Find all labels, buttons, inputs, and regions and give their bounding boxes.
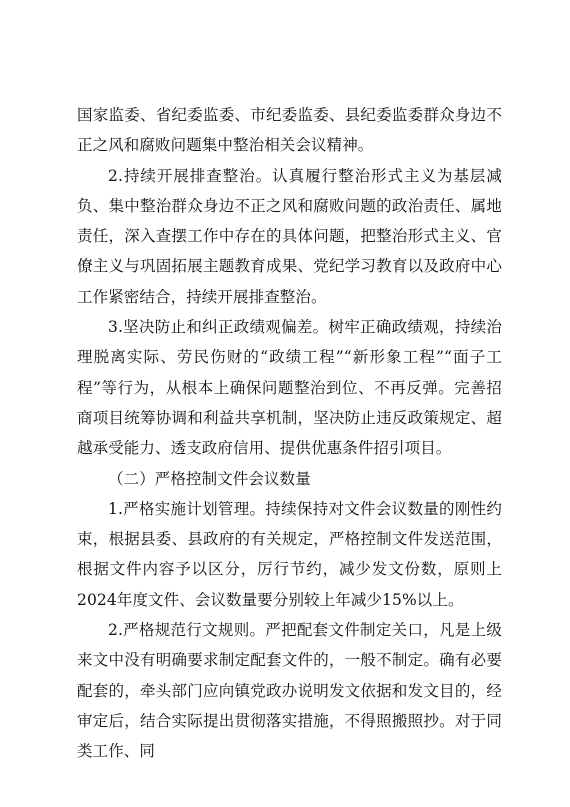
paragraph-subitem-2: 2.严格规范行文规则。严把配套文件制定关口，凡是上级来文中没有明确要求制定配套文件的，一般不制定。确有必要配套的，牵头部门应向镇党政办说明发文依据和发文目的，经审定后，结合实际提出贯彻落实措施，不得照搬照抄。对于同类工作、同	[77, 621, 502, 761]
paragraph-continuation: 国家监委、省纪委监委、市纪委监委、县纪委监委群众身边不正之风和腐败问题集中整治相关会议精神。	[77, 106, 502, 155]
paragraph-item-3: 3.坚决防止和纠正政绩观偏差。树牢正确政绩观，持续治理脱离实际、劳民伤财的“政绩工程”“新形象工程”“面子工程”等行为，从根本上确保问题整治到位、不再反弹。完善招商项目统筹协调和利益共享机制，坚决防止违反政策规定、超越承受能力、透支政府信用、提供优惠条件招引项目。	[77, 318, 502, 458]
paragraph-subitem-1: 1.严格实施计划管理。持续保持对文件会议数量的刚性约束，根据县委、县政府的有关规定，严格控制文件发送范围，根据文件内容予以区分，厉行节约，减少发文份数，原则上2024年度文件、会议数量要分别较上年减少15%以上。	[77, 499, 502, 609]
section-heading: （二）严格控制文件会议数量	[108, 469, 311, 488]
document-body	[77, 100, 502, 767]
paragraph-item-2: 2.持续开展排查整治。认真履行整治形式主义为基层减负、集中整治群众身边不正之风和腐败问题的政治责任、属地责任，深入查摆工作中存在的具体问题，把整治形式主义、官僚主义与巩固拓展主题教育成果、党纪学习教育以及政府中心工作紧密结合，持续开展排查整治。	[77, 166, 502, 306]
